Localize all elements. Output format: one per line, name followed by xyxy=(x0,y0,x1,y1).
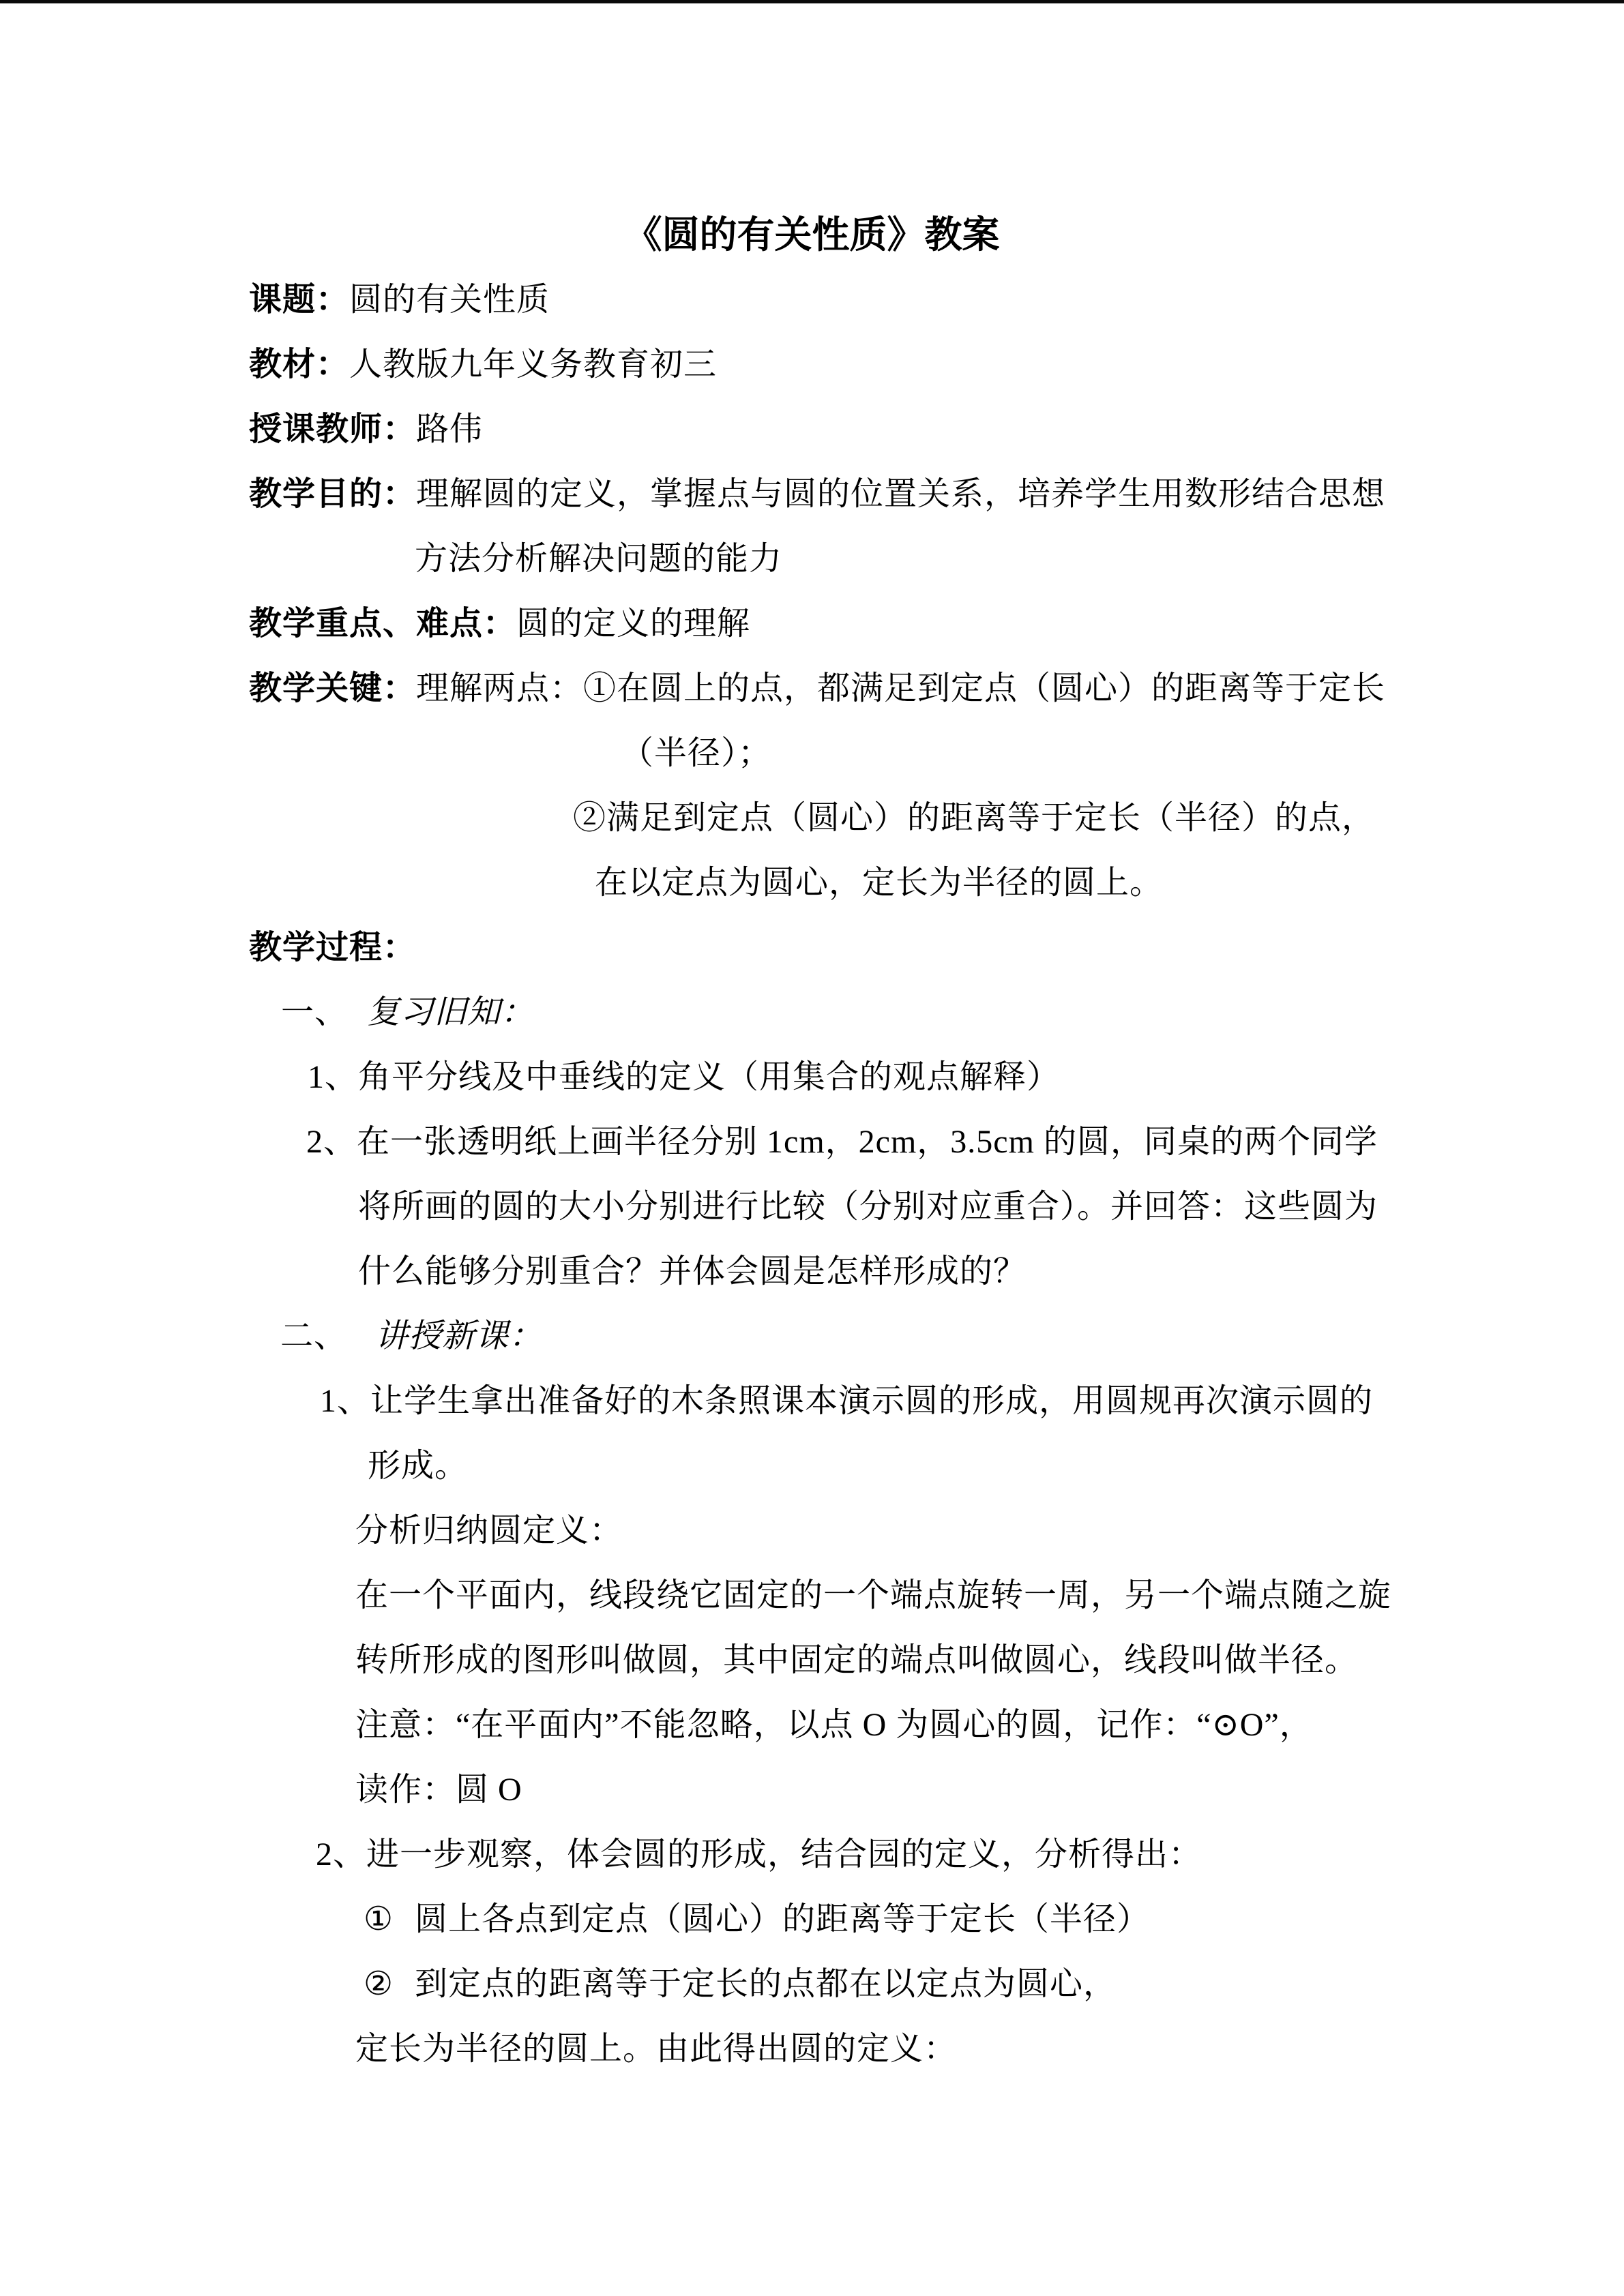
line-text: 进一步观察，体会圆的形成，结合园的定义，分析得出： xyxy=(366,1836,1202,1873)
field-label: 教学重点、难点： xyxy=(249,606,517,642)
doc-line xyxy=(306,1109,1624,1174)
doc-line xyxy=(249,462,1624,526)
list-marker: 1、 xyxy=(320,1383,371,1419)
line-text: 圆的有关性质 xyxy=(349,282,550,318)
doc-line xyxy=(355,1498,1624,1563)
doc-line xyxy=(368,1433,1624,1498)
doc-line xyxy=(320,1369,1624,1433)
field-label: 教学过程： xyxy=(249,929,417,966)
list-marker: 二、 xyxy=(280,1318,348,1354)
section-heading: 讲授新课： xyxy=(375,1318,543,1354)
line-text: 人教版九年义务教育初三 xyxy=(349,346,718,383)
doc-line xyxy=(249,656,1624,721)
line-text: （半径）； xyxy=(621,735,772,771)
doc-line xyxy=(308,1045,1624,1109)
doc-line xyxy=(316,1822,1624,1887)
line-text: 在一张透明纸上画半径分别 1cm，2cm，3.5cm 的圆，同桌的两个同学 xyxy=(357,1124,1378,1160)
line-text: 将所画的圆的大小分别进行比较（分别对应重合）。并回答：这些圆为 xyxy=(358,1189,1378,1225)
doc-line xyxy=(573,786,1624,850)
line-text: 到定点的距离等于定长的点都在以定点为圆心， xyxy=(415,1966,1117,2002)
list-marker: 1、 xyxy=(308,1059,359,1095)
line-text: 路伟 xyxy=(416,411,484,447)
doc-line xyxy=(249,591,1624,656)
line-text: 角平分线及中垂线的定义（用集合的观点解释） xyxy=(358,1059,1061,1095)
doc-line xyxy=(249,332,1624,397)
line-text: 理解两点：①在圆上的点，都满足到定点（圆心）的距离等于定长 xyxy=(416,670,1386,706)
list-marker: 一、 xyxy=(281,994,349,1030)
line-text: 方法分析解决问题的能力 xyxy=(415,541,783,577)
field-label: 教材： xyxy=(249,346,350,383)
line-text: 分析归纳圆定义： xyxy=(355,1512,623,1549)
line-text: 在以定点为圆心，定长为半径的圆上。 xyxy=(595,865,1164,901)
doc-line xyxy=(364,1887,1624,1952)
section-heading: 复习旧知： xyxy=(367,994,535,1030)
field-label: 授课教师： xyxy=(249,411,417,447)
scan-top-edge xyxy=(0,0,1624,3)
doc-line xyxy=(358,1239,1624,1304)
doc-line xyxy=(358,1174,1624,1239)
doc-line xyxy=(281,980,1624,1045)
field-label: 教学关键： xyxy=(249,670,417,706)
doc-line xyxy=(415,526,1624,591)
line-text: 注意：“在平面内”不能忽略，以点 O 为圆心的圆，记作：“⊙O”， xyxy=(355,1707,1313,1743)
list-marker: ① xyxy=(364,1901,394,1937)
list-marker: 2、 xyxy=(316,1836,367,1873)
line-text: 读作：圆 O xyxy=(355,1772,522,1808)
line-text: 定长为半径的圆上。由此得出圆的定义： xyxy=(355,2031,958,2067)
doc-line xyxy=(355,1693,1624,1757)
doc-line xyxy=(249,397,1624,462)
field-label: 课题： xyxy=(249,282,350,318)
line-text: 理解圆的定义，掌握点与圆的位置关系，培养学生用数形结合思想 xyxy=(416,476,1386,512)
doc-line xyxy=(364,1952,1624,2016)
line-text: ②满足到定点（圆心）的距离等于定长（半径）的点， xyxy=(573,800,1376,836)
list-marker: 2、 xyxy=(306,1124,357,1160)
doc-line xyxy=(280,1304,1624,1369)
doc-line xyxy=(355,1757,1624,1822)
doc-line xyxy=(249,267,1624,332)
line-text: 什么能够分别重合？并体会圆是怎样形成的？ xyxy=(358,1253,1027,1289)
doc-line xyxy=(355,2016,1624,2081)
list-marker: ② xyxy=(364,1966,394,2002)
line-text: 圆上各点到定点（圆心）的距离等于定长（半径） xyxy=(415,1901,1151,1937)
doc-line xyxy=(249,915,1624,980)
doc-line xyxy=(355,1628,1624,1693)
line-text: 转所形成的图形叫做圆，其中固定的端点叫做圆心，线段叫做半径。 xyxy=(355,1642,1359,1678)
line-text: 圆的定义的理解 xyxy=(516,606,751,642)
doc-line xyxy=(355,1563,1624,1628)
line-text: 让学生拿出准备好的木条照课本演示圆的形成，用圆规再次演示圆的 xyxy=(370,1383,1374,1419)
doc-line xyxy=(621,721,1624,786)
document-title: 《圆的有关性质》教案 xyxy=(624,214,1000,256)
field-label: 教学目的： xyxy=(249,476,417,512)
line-text: 在一个平面内，线段绕它固定的一个端点旋转一周，另一个端点随之旋 xyxy=(355,1577,1392,1613)
line-text: 形成。 xyxy=(368,1448,469,1484)
document-content xyxy=(0,203,1624,2081)
doc-line xyxy=(595,850,1624,915)
